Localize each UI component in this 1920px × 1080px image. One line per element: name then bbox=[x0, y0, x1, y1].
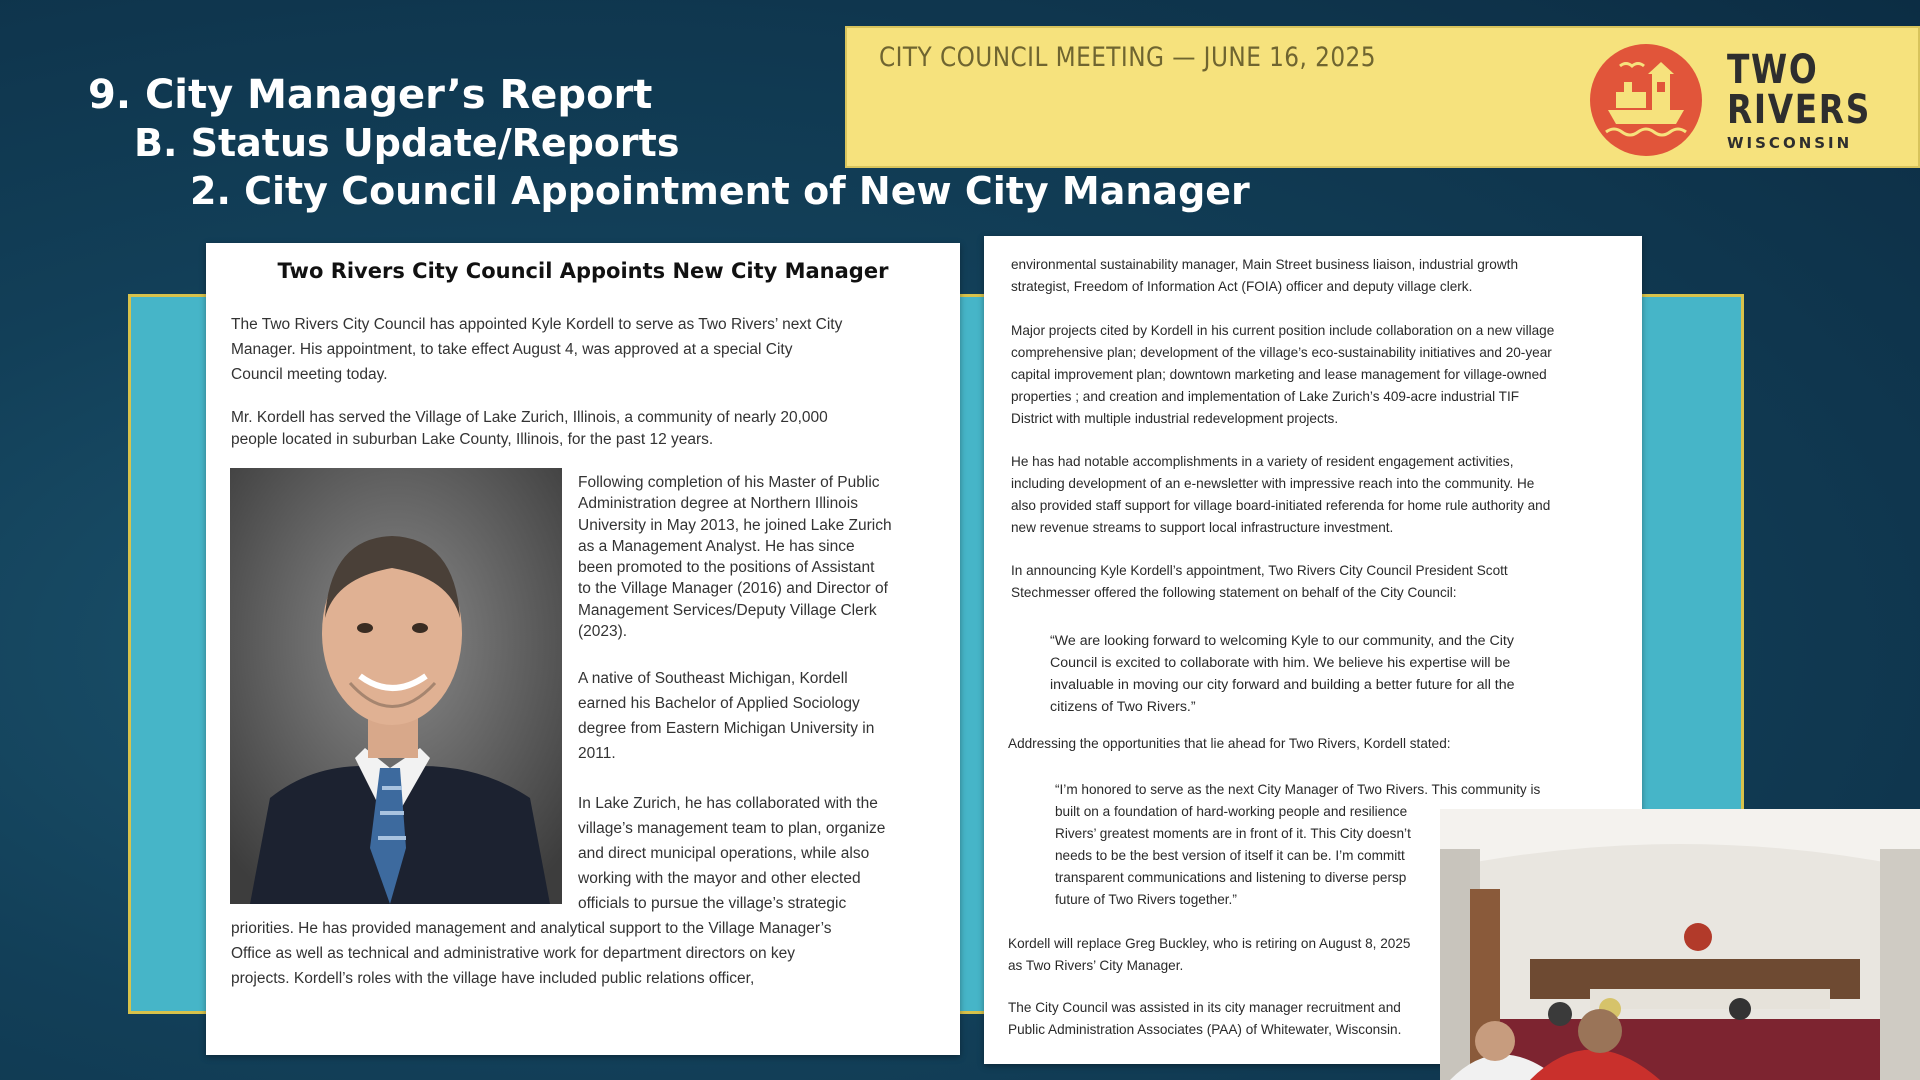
paragraph-accomplishments bbox=[1011, 451, 1550, 539]
text-line: Council meeting today. bbox=[231, 366, 388, 383]
city-logo-icon bbox=[1590, 44, 1702, 156]
text-line: Stechmesser offered the following statement on behalf of the City Council: bbox=[1011, 585, 1457, 600]
text-line: as Two Rivers’ City Manager. bbox=[1008, 958, 1184, 973]
text-line: “I’m honored to serve as the next City Manager of Two Rivers. This community is bbox=[1055, 782, 1541, 797]
paragraph-lake-zurich bbox=[231, 407, 828, 451]
meeting-title: CITY COUNCIL MEETING — JUNE 16, 2025 bbox=[879, 42, 1376, 73]
text-line: “We are looking forward to welcoming Kyle to our community, and the City bbox=[1050, 633, 1514, 649]
text-line: also provided staff support for village board-initiated referenda for home rule authority and bbox=[1011, 498, 1551, 513]
text-line: earned his Bachelor of Applied Sociology bbox=[578, 695, 860, 712]
paragraph-addressing bbox=[1008, 733, 1451, 755]
text-line: capital improvement plan; downtown marketing and lease management for village-owned bbox=[1011, 367, 1547, 382]
logo-word-two: TWO bbox=[1727, 47, 1819, 93]
text-line: University in May 2013, he joined Lake Zurich bbox=[578, 516, 892, 534]
text-line: Addressing the opportunities that lie ahead for Two Rivers, Kordell stated: bbox=[1008, 736, 1451, 751]
paragraph-roles bbox=[1011, 254, 1518, 298]
city-wordmark bbox=[1727, 47, 1903, 152]
paragraph-education-career bbox=[578, 472, 892, 642]
text-line: District with multiple industrial redevelopment projects. bbox=[1011, 411, 1339, 426]
text-line: to the Village Manager (2016) and Director of bbox=[578, 580, 888, 598]
text-line: new revenue streams to support local infrastructure investment. bbox=[1011, 520, 1394, 535]
paragraph-appointment bbox=[231, 312, 842, 387]
text-line: projects. Kordell’s roles with the village have included public relations officer, bbox=[231, 970, 755, 987]
text-line: Following completion of his Master of Public bbox=[578, 474, 880, 491]
text-line: citizens of Two Rivers.” bbox=[1050, 699, 1196, 715]
text-line: working with the mayor and other elected bbox=[578, 870, 861, 887]
text-line: The City Council was assisted in its city manager recruitment and bbox=[1008, 1000, 1401, 1015]
text-line: Mr. Kordell has served the Village of Lake Zurich, Illinois, a community of nearly 20,000 bbox=[231, 409, 828, 426]
logo-word-rivers: RIVERS bbox=[1727, 87, 1871, 133]
text-line: Management Services/Deputy Village Clerk bbox=[578, 601, 877, 619]
paragraph-native-michigan bbox=[578, 666, 874, 766]
agenda-subheading: B. Status Update/Reports bbox=[134, 121, 680, 165]
meeting-banner bbox=[845, 26, 1920, 168]
paragraph-lake-zurich-role bbox=[578, 791, 885, 916]
text-line: Council is excited to collaborate with him. We believe his expertise will be bbox=[1050, 655, 1511, 671]
text-line: properties ; and creation and implementation of Lake Zurich’s 409-acre industrial TIF bbox=[1011, 389, 1520, 404]
council-chamber-camera-feed bbox=[1440, 809, 1920, 1080]
text-line: built on a foundation of hard-working people and resilience bbox=[1055, 804, 1408, 819]
text-line: Office as well as technical and administrative work for department directors on key bbox=[231, 945, 795, 962]
text-line: He has had notable accomplishments in a variety of resident engagement activities, bbox=[1011, 454, 1514, 469]
logo-word-state: WISCONSIN bbox=[1727, 134, 1853, 152]
text-line: including development of an e-newsletter with impressive reach into the community. He bbox=[1011, 476, 1535, 491]
text-line: 2011. bbox=[578, 745, 616, 762]
text-line: Major projects cited by Kordell in his current position include collaboration on a new village bbox=[1011, 323, 1555, 338]
text-line: Rivers’ greatest moments are in front of it. This City doesn’t bbox=[1055, 826, 1411, 841]
text-line: people located in suburban Lake County, Illinois, for the past 12 years. bbox=[231, 431, 714, 448]
text-line: as a Management Analyst. He has since bbox=[578, 537, 855, 555]
text-line: In announcing Kyle Kordell’s appointment, Two Rivers City Council President Scott bbox=[1011, 563, 1508, 578]
text-line: environmental sustainability manager, Main Street business liaison, industrial growth bbox=[1011, 257, 1519, 272]
text-line: degree from Eastern Michigan University in bbox=[578, 720, 875, 737]
portrait-photo bbox=[230, 468, 562, 904]
press-release-title: Two Rivers City Council Appoints New City Manager bbox=[277, 259, 889, 283]
text-line: and direct municipal operations, while also bbox=[578, 845, 870, 862]
text-line: officials to pursue the village’s strategic bbox=[578, 895, 847, 912]
quote-council-president bbox=[1050, 630, 1515, 718]
text-line: been promoted to the positions of Assistant bbox=[578, 559, 875, 577]
text-line: Public Administration Associates (PAA) of Whitewater, Wisconsin. bbox=[1008, 1022, 1402, 1037]
press-release-page-1 bbox=[206, 243, 960, 1055]
text-line: comprehensive plan; development of the village’s eco-sustainability initiatives and 20-year bbox=[1011, 345, 1552, 360]
text-line: priorities. He has provided management and analytical support to the Village Manager’s bbox=[231, 920, 832, 937]
text-line: invaluable in moving our city forward and building a better future for all the bbox=[1050, 677, 1515, 693]
paragraph-recruitment bbox=[1008, 997, 1401, 1041]
text-line: In Lake Zurich, he has collaborated with the bbox=[578, 795, 878, 812]
agenda-item-heading: 9. City Manager’s Report bbox=[88, 72, 653, 118]
text-line: transparent communications and listening to diverse persp bbox=[1055, 870, 1407, 885]
paragraph-announcement bbox=[1011, 560, 1508, 604]
text-line: (2023). bbox=[578, 623, 628, 641]
agenda-topic-heading: 2. City Council Appointment of New City Manager bbox=[190, 169, 1250, 213]
text-line: needs to be the best version of itself it can be. I’m committ bbox=[1055, 848, 1405, 863]
text-line: The Two Rivers City Council has appointed Kyle Kordell to serve as Two Rivers’ next City bbox=[231, 316, 843, 333]
paragraph-major-projects bbox=[1011, 320, 1554, 430]
text-line: A native of Southeast Michigan, Kordell bbox=[578, 670, 848, 687]
text-line: Kordell will replace Greg Buckley, who is retiring on August 8, 2025 bbox=[1008, 936, 1411, 951]
text-line: future of Two Rivers together.” bbox=[1055, 892, 1237, 907]
text-line: Administration degree at Northern Illinois bbox=[578, 495, 858, 513]
paragraph-priorities bbox=[231, 916, 832, 991]
text-line: village’s management team to plan, organize bbox=[578, 820, 886, 837]
paragraph-replacement bbox=[1008, 933, 1410, 977]
text-line: Manager. His appointment, to take effect August 4, was approved at a special City bbox=[231, 341, 793, 358]
text-line: strategist, Freedom of Information Act (FOIA) officer and deputy village clerk. bbox=[1011, 279, 1473, 294]
